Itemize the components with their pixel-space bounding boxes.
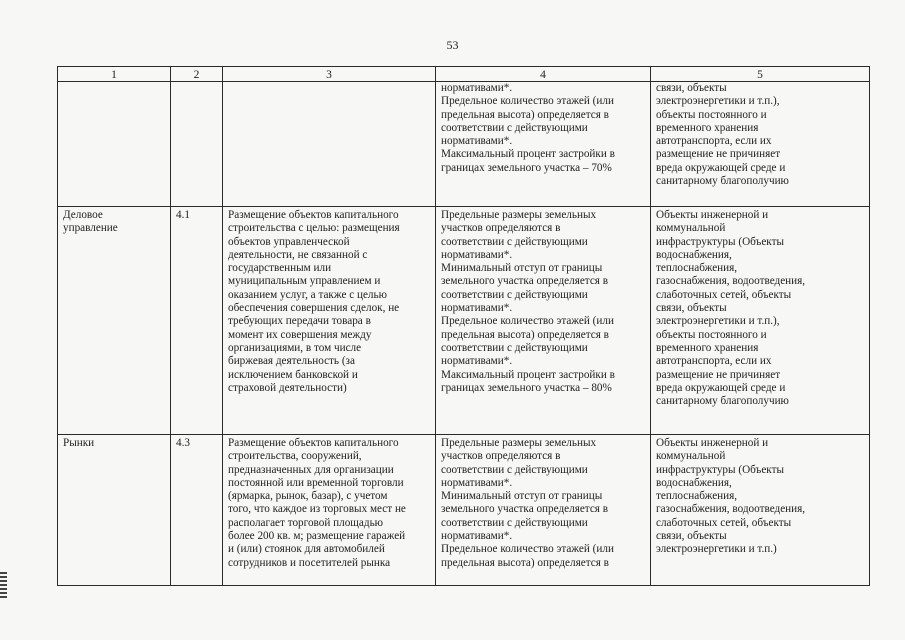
page-number: 53 bbox=[446, 38, 459, 52]
allowed-objects-cell: связи, объекты электроэнергетики и т.п.), объекты постоянного и временного хранения автотранспорта, если их размещение не причиняет вреда окружающей среде и санитарному благополучию bbox=[651, 82, 870, 207]
use-description-cell bbox=[223, 82, 436, 207]
use-code-cell: 4.3 bbox=[171, 435, 223, 586]
parameters-cell: нормативами*. Предельное количество этажей (или предельная высота) определяется в соответствии с действующими нормативами*. Максимальный процент застройки в границах земельного участка – 70% bbox=[436, 82, 651, 207]
use-code-cell bbox=[171, 82, 223, 207]
parameters-cell: Предельные размеры земельных участков определяются в соответствии с действующими нормативами*. Минимальный отступ от границы земельного участка определяется в соответствии с действующими нормативами*. Предельное количество этажей (или предельная высота) определяется в соответствии с действующими нормативами*. Максимальный процент застройки в границах земельного участка – 80% bbox=[436, 207, 651, 435]
use-name-cell: Деловое управление bbox=[58, 207, 171, 435]
use-description-cell: Размещение объектов капитального строительства, сооружений, предназначенных для организации постоянной или временной торговли (ярмарка, рынок, базар), с учетом того, что каждое из торговых мест не располагает торговой площадью более 200 кв. м; размещение гаражей и (или) стоянок для автомобилей сотрудников и посетителей рынка bbox=[223, 435, 436, 586]
parameters-cell: Предельные размеры земельных участков определяются в соответствии с действующими нормативами*. Минимальный отступ от границы земельного участка определяется в соответствии с действующими нормативами*. Предельное количество этажей (или предельная высота) определяется в bbox=[436, 435, 651, 586]
scan-edge-mark bbox=[0, 572, 7, 600]
column-header-2: 2 bbox=[171, 67, 223, 82]
table-row bbox=[58, 82, 870, 207]
column-header-3: 3 bbox=[223, 67, 436, 82]
allowed-objects-cell: Объекты инженерной и коммунальной инфраструктуры (Объекты водоснабжения, теплоснабжения, газоснабжения, водоотведения, слаботочных сетей, объекты связи, объекты электроэнергетики и т.п.), объекты постоянного и временного хранения автотранспорта, если их размещение не причиняет вреда окружающей среде и санитарному благополучию bbox=[651, 207, 870, 435]
use-description-cell: Размещение объектов капитального строительства с целью: размещения объектов управленческой деятельности, не связанной с государственным или муниципальным управлением и оказанием услуг, а также с целью обеспечения совершения сделок, не требующих передачи товара в момент их совершения между организациями, в том числе биржевая деятельность (за исключением банковской и страховой деятельности) bbox=[223, 207, 436, 435]
column-header-5: 5 bbox=[651, 67, 870, 82]
use-name-cell bbox=[58, 82, 171, 207]
use-name-cell: Рынки bbox=[58, 435, 171, 586]
land-use-table bbox=[57, 66, 870, 586]
table-row bbox=[58, 207, 870, 435]
table-row bbox=[58, 435, 870, 586]
table-header-row bbox=[58, 67, 870, 82]
use-code-cell: 4.1 bbox=[171, 207, 223, 435]
column-header-4: 4 bbox=[436, 67, 651, 82]
allowed-objects-cell: Объекты инженерной и коммунальной инфраструктуры (Объекты водоснабжения, теплоснабжения, газоснабжения, водоотведения, слаботочных сетей, объекты связи, объекты электроэнергетики и т.п.) bbox=[651, 435, 870, 586]
column-header-1: 1 bbox=[58, 67, 171, 82]
